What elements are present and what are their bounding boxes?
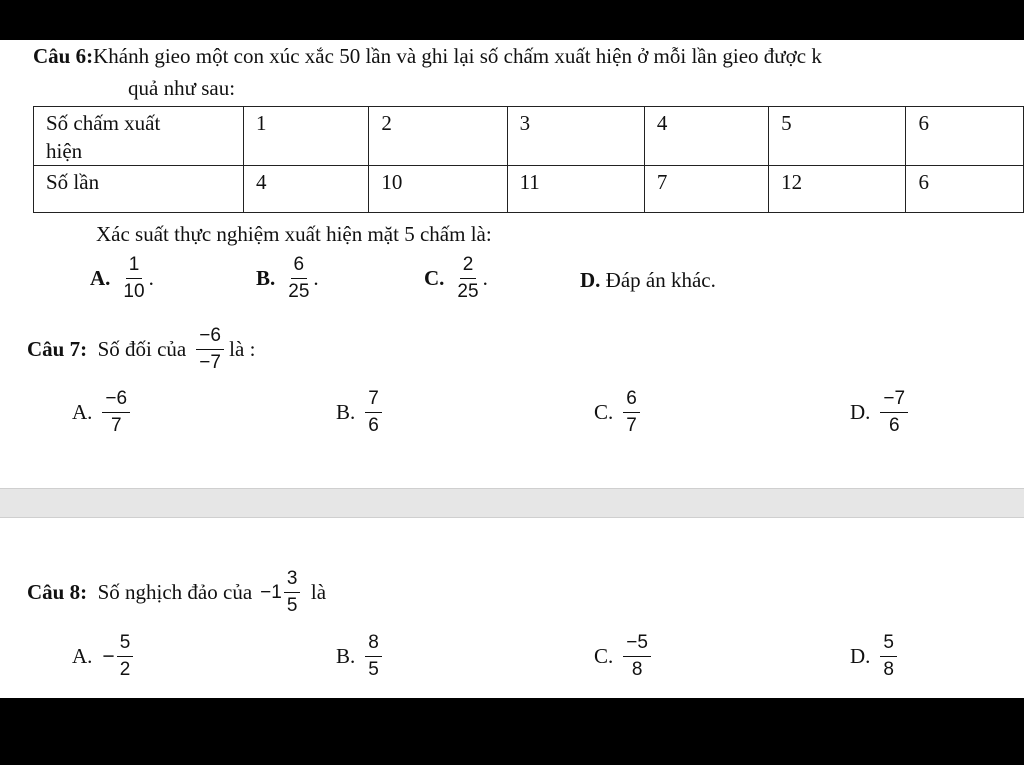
q7-option-c bbox=[594, 388, 640, 437]
table-cell: 4 bbox=[244, 166, 369, 213]
table-cell: 6 bbox=[906, 166, 1024, 213]
q6-option-d bbox=[580, 268, 716, 293]
table-header-counts: Số lần bbox=[34, 166, 244, 213]
q6-question: Xác suất thực nghiệm xuất hiện mặt 5 chấm là: bbox=[96, 222, 492, 246]
fraction: $\frac{6}{7}$ bbox=[623, 388, 640, 437]
fraction: $\frac{5}{8}$ bbox=[880, 632, 897, 681]
q8-option-d bbox=[850, 632, 897, 681]
q8-heading bbox=[27, 568, 326, 617]
option-letter: B. bbox=[256, 266, 276, 290]
option-letter: C. bbox=[424, 266, 445, 290]
table-cell: 11 bbox=[507, 166, 644, 213]
q8-option-c bbox=[594, 632, 651, 681]
table-cell: 1 bbox=[244, 107, 369, 166]
option-letter: A. bbox=[72, 400, 93, 424]
table-cell: 2 bbox=[369, 107, 507, 166]
q7-heading bbox=[27, 325, 255, 374]
q8-mixed-number: −1 $\frac{3}{5}$ bbox=[260, 568, 300, 617]
q6-option-a: A. $\frac{1}{10}$ . bbox=[90, 254, 154, 302]
table-row-counts bbox=[34, 166, 1024, 213]
document-page-section-2 bbox=[0, 518, 1024, 698]
fraction: $\frac{2}{25}$ bbox=[457, 254, 479, 302]
option-text: Đáp án khác. bbox=[605, 268, 716, 292]
q6-text: Khánh gieo một con xúc xắc 50 lần và ghi lại số chấm xuất hiện ở mỗi lần gieo được k bbox=[93, 44, 822, 68]
table-cell: 4 bbox=[644, 107, 768, 166]
table-header-faces: Số chấm xuất hiện bbox=[34, 107, 244, 166]
q7-option-b bbox=[336, 388, 382, 437]
q8-text: Số nghịch đảo của bbox=[97, 580, 253, 604]
table-cell: 12 bbox=[769, 166, 906, 213]
q7-fraction: $\frac{-6}{-7}$ bbox=[196, 325, 224, 374]
fraction: $\frac{7}{6}$ bbox=[365, 388, 382, 437]
option-letter: A. bbox=[90, 266, 111, 290]
fraction: $\frac{-6}{7}$ bbox=[102, 388, 130, 437]
fraction: $\frac{-5}{8}$ bbox=[623, 632, 651, 681]
fraction: $\frac{1}{10}$ bbox=[123, 254, 145, 302]
q6-option-b: B. $\frac{6}{25}$ . bbox=[256, 254, 319, 302]
q7-tail: là : bbox=[229, 337, 256, 361]
option-letter: D. bbox=[580, 268, 601, 292]
q7-option-a bbox=[72, 388, 130, 437]
table-cell: 6 bbox=[906, 107, 1024, 166]
q8-tail: là bbox=[310, 580, 327, 604]
document-page-section-1 bbox=[0, 40, 1024, 488]
option-letter: B. bbox=[336, 644, 356, 668]
q8-option-a: A. − $\frac{5}{2}$ bbox=[72, 632, 133, 681]
option-letter: C. bbox=[594, 400, 614, 424]
q7-option-d bbox=[850, 388, 908, 437]
option-letter: C. bbox=[594, 644, 614, 668]
option-letter: A. bbox=[72, 644, 93, 668]
page-separator bbox=[0, 488, 1024, 518]
table-cell: 7 bbox=[644, 166, 768, 213]
option-letter: D. bbox=[850, 644, 871, 668]
table-cell: 5 bbox=[769, 107, 906, 166]
dice-results-table bbox=[33, 106, 1024, 213]
q6-text-line2: quả như sau: bbox=[128, 76, 236, 100]
fraction: $\frac{6}{25}$ bbox=[288, 254, 310, 302]
fraction: $\frac{-7}{6}$ bbox=[880, 388, 908, 437]
option-letter: D. bbox=[850, 400, 871, 424]
q6-option-c: C. $\frac{2}{25}$ . bbox=[424, 254, 488, 302]
q7-text: Số đối của bbox=[97, 337, 187, 361]
q6-heading bbox=[33, 44, 822, 69]
table-row-faces bbox=[34, 107, 1024, 166]
fraction: $\frac{8}{5}$ bbox=[365, 632, 382, 681]
q8-label: Câu 8: bbox=[27, 580, 88, 604]
fraction: $\frac{5}{2}$ bbox=[117, 632, 134, 681]
q7-label: Câu 7: bbox=[27, 337, 88, 361]
q6-label: Câu 6: bbox=[33, 44, 94, 68]
table-cell: 10 bbox=[369, 166, 507, 213]
q8-option-b bbox=[336, 632, 382, 681]
table-cell: 3 bbox=[507, 107, 644, 166]
option-letter: B. bbox=[336, 400, 356, 424]
